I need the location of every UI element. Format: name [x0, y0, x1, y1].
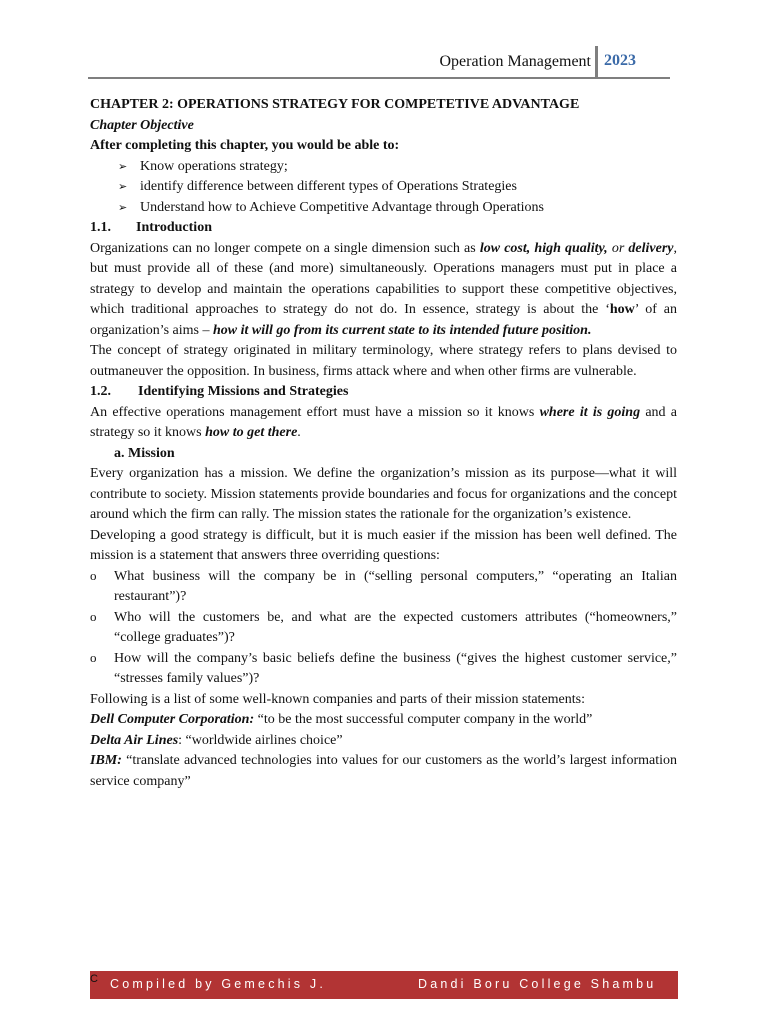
circle-bullet-icon: o	[90, 567, 97, 583]
footer-college: Dandi Boru College Shambu	[418, 977, 657, 991]
header-title: Operation Management	[439, 53, 591, 70]
chapter-objective-label: Chapter Objective	[90, 117, 194, 133]
list-item: ➢ Understand how to Achieve Competitive Advantage through Operations	[118, 198, 677, 219]
circle-bullet-icon: o	[90, 649, 97, 665]
page-content	[90, 95, 677, 792]
arrow-bullet-icon: ➢	[118, 160, 128, 173]
missions-paragraph-1: An effective operations management effort must have a mission so it knows where it is going and a strategy so it knows how to get there.	[90, 404, 677, 440]
arrow-bullet-icon: ➢	[118, 181, 128, 193]
objectives-lead: After completing this chapter, you would be able to:	[90, 138, 400, 153]
intro-paragraph-2: The concept of strategy originated in military terminology, where strategy refers to plans devised to outmaneuver the opposition. In business, firms attack where and when other firms are vulnerable.	[90, 343, 677, 379]
footer-mark: C	[90, 973, 98, 985]
page-footer	[90, 971, 678, 999]
circle-bullet-icon: o	[90, 608, 97, 624]
header-separator	[595, 46, 598, 78]
mission-statement-ibm: IBM: “translate advanced technologies into values for our customers as the world’s largest information service company”	[90, 753, 677, 789]
intro-paragraph-1: Organizations can no longer compete on a single dimension such as low cost, high quality, or delivery, but must provide all of these (and more) simultaneously. Operations managers must put in place a strategy to develop and maintain the operations capabilities to support these competitive objectives, which traditional approaches to strategy do not do. In essence, strategy is about the ‘how’ of an organization’s aims – how it will go from its current state to its intended future position.	[90, 240, 678, 338]
list-item: o How will the company’s basic beliefs define the business (“gives the highest customer service,” “stresses family values”)?	[90, 649, 677, 686]
mission-paragraph-3: Following is a list of some well-known companies and parts of their mission statements:	[90, 691, 585, 707]
footer-compiled-by: Compiled by Gemechis J.	[110, 977, 327, 991]
list-item: ➢ identify difference between different types of Operations Strategies	[118, 177, 677, 198]
list-item: o What business will the company be in (“selling personal computers,” “operating an Italian restaurant”)?	[90, 567, 677, 604]
objectives-list	[90, 157, 677, 219]
chapter-title: CHAPTER 2: OPERATIONS STRATEGY FOR COMPETETIVE ADVANTAGE	[90, 97, 580, 112]
list-item: o Who will the customers be, and what are the expected customers attributes (“homeowners,” “college graduates”)?	[90, 608, 677, 645]
subheading-mission: a. Mission	[114, 445, 175, 461]
section-heading-introduction: 1.1. Introduction	[90, 220, 212, 235]
mission-paragraph-2: Developing a good strategy is difficult, but it is much easier if the mission has been well defined. The mission is a statement that answers three overriding questions:	[90, 527, 677, 563]
mission-statement-delta: Delta Air Lines: “worldwide airlines choice”	[90, 732, 343, 748]
mission-statement-dell: Dell Computer Corporation: “to be the most successful computer company in the world”	[90, 712, 593, 727]
section-heading-missions: 1.2. Identifying Missions and Strategies	[90, 384, 349, 399]
questions-list	[90, 567, 677, 690]
header-year: 2023	[604, 52, 636, 69]
list-item: ➢ Know operations strategy;	[118, 157, 677, 178]
mission-paragraph-1: Every organization has a mission. We define the organization’s mission as its purpose—what it will contribute to society. Mission statements provide boundaries and focus for organizations and the concept around which the firm can rally. The mission states the rationale for the organization’s existence.	[90, 466, 677, 522]
arrow-bullet-icon: ➢	[118, 201, 128, 214]
page-header	[0, 44, 768, 80]
header-rule	[88, 77, 670, 79]
